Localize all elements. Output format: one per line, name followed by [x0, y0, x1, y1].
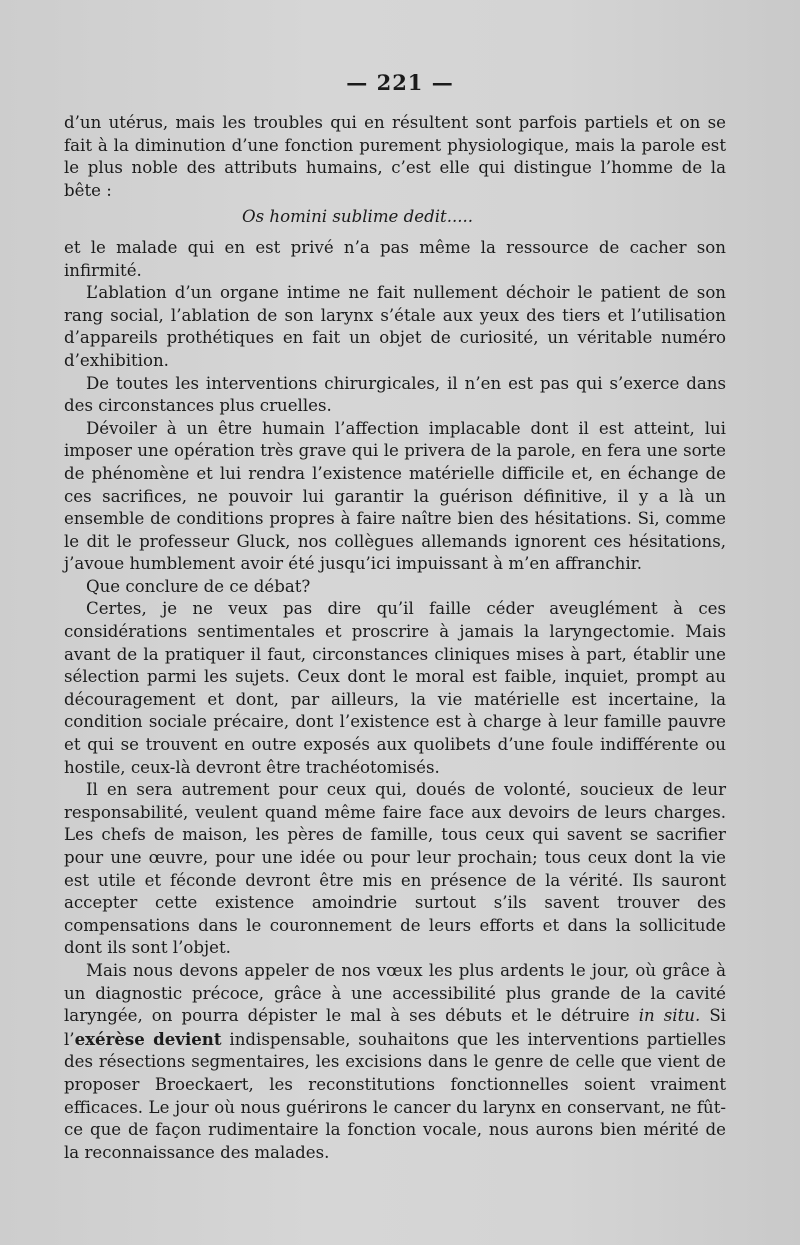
paragraph-5: Dévoiler à un être humain l’affection implacable dont il est atteint, lui imposer une opération très grave qui le privera de la parole, en fera une sorte de phénomène et lui rendra l’existence matérielle difficile et, en échange de ces sacrifices, ne pouvoir lui garantir la guérison définitive, il y a là un ensemble de conditions propres à faire naître bien des hésitations. Si, comme le dit le professeur Gluck, nos collègues allemands ignorent ces hésitations, j’avoue humblement avoir été jusqu’ici impuissant à m’en affranchir. — [64, 418, 726, 574]
body-text — [64, 112, 726, 1164]
paragraph-9-part-a: Mais nous devons appeler de nos vœux les plus ardents le jour, où grâce à un diagnostic précoce, grâce à une accessibilité plus grande de la cavité laryngée, on pourra dépister le mal à ses débuts et le détruire — [64, 960, 726, 1026]
paragraph-1: d’un utérus, mais les troubles qui en résultent sont parfois partiels et on se fait à la diminution d’une fonction purement physiologique, mais la parole est le plus noble des attributs humains, c’est elle qui distingue l’homme de la bête : — [64, 113, 726, 200]
paragraph-4: De toutes les interventions chirurgicales, il n’en est pas qui s’exerce dans des circonstances plus cruelles. — [64, 373, 726, 416]
paragraph-2: et le malade qui en est privé n’a pas même la ressource de cacher son infirmité. — [64, 237, 726, 280]
in-situ-term: in situ. — [638, 1006, 701, 1026]
paragraph-3: L’ablation d’un organe intime ne fait nullement déchoir le patient de son rang social, l’ablation de son larynx s’étale aux yeux des tiers et l’utilisation d’appareils prothétiques en fait un objet de curiosité, un véritable numéro d’exhibition. — [64, 283, 726, 370]
paragraph-7: Certes, je ne veux pas dire qu’il faille céder aveuglément à ces considérations sentimentales et proscrire à jamais la laryngectomie. Mais avant de la pratiquer il faut, circonstances cliniques mises à part, établir une sélection parmi les sujets. Ceux dont le moral est faible, inquiet, prompt au découragement et dont, par ailleurs, la vie matérielle est incertaine, la condition sociale précaire, dont l’existence est à charge à leur famille pauvre et qui se trouvent en outre exposés aux quolibets d’une foule indifférente ou hostile, ceux-là devront être trachéotomisés. — [64, 599, 726, 777]
paragraph-9 — [64, 960, 726, 1164]
latin-quote: Os homini sublime dedit..... — [242, 207, 474, 227]
paragraph-9-part-c: indispensable, souhaitons que les interventions partielles des résections segmentaires, les excisions dans le genre de celle que vient de proposer Broeckaert, les reconstitutions fonctionnelles soient vraiment efficaces. Le jour où nous guérirons le cancer du larynx en conservant, ne fût-ce que de façon rudimentaire la fonction vocale, nous aurons bien mérité de la reconnaissance des malades. — [64, 1029, 726, 1162]
paragraph-6: Que conclure de ce débat? — [86, 576, 311, 596]
paragraph-9-part-b: Si l’ — [64, 1006, 726, 1049]
page-number: — 221 — — [346, 70, 454, 95]
paragraph-8: Il en sera autrement pour ceux qui, doués de volonté, soucieux de leur responsabilité, veulent quand même faire face aux devoirs de leurs charges. Les chefs de maison, les pères de famille, tous ceux qui savent se sacrifier pour une œuvre, pour une idée ou pour leur prochain; tous ceux dont la vie est utile et féconde devront être mis en présence de la vérité. Ils sauront accepter cette existence amoindrie surtout s’ils savent trouver des compensations dans le couronnement de leurs efforts et dans la sollicitude dont ils sont l’objet. — [64, 780, 726, 958]
bold-term: exérèse devient — [74, 1028, 222, 1049]
